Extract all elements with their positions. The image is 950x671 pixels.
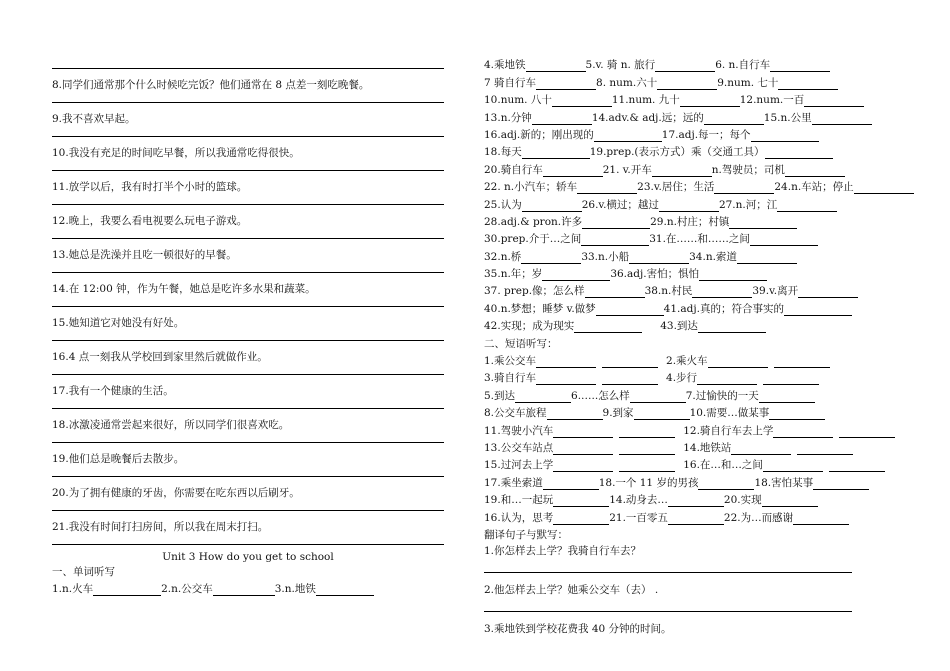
answer-blank: [553, 426, 613, 438]
vocab-item: [484, 250, 581, 264]
phrase-label: 3.骑自行车: [484, 372, 537, 385]
answer-blank: [785, 165, 845, 177]
vocab-label: 1.n.火车: [52, 583, 94, 595]
phrase-item: [666, 371, 819, 385]
answer-blank: [602, 356, 658, 368]
phrase-item: [484, 493, 609, 507]
answer-blank: [784, 304, 852, 316]
vocab-label: 40.n.梦想；睡梦 v.做梦: [484, 302, 596, 315]
answer-blank: [797, 443, 853, 455]
answer-blank: [793, 513, 849, 525]
vocab-label: 36.adj.害怕；惧怕: [610, 268, 700, 281]
phrase-item: [484, 441, 675, 455]
vocab-label: 19.prep.(表示方式）乘（交通工具）: [589, 146, 765, 159]
answer-line: [52, 374, 444, 375]
vocab-label: 4.乘地铁: [484, 59, 526, 72]
phrase-label: 6.…..怎么样: [571, 389, 630, 402]
vocab-label: 12.num.一百: [739, 94, 805, 107]
vocab-row: [484, 281, 914, 298]
answer-blank: [704, 113, 764, 125]
answer-line: [52, 510, 444, 511]
sentence-prompt: 12.晚上，我要么看电视要么玩电子游戏。: [52, 215, 248, 227]
answer-blank: [581, 234, 649, 246]
vocab-item: [610, 267, 767, 281]
answer-blank: [547, 408, 603, 420]
answer-blank: [577, 182, 637, 194]
vocab-row: [484, 55, 914, 72]
answer-blank: [854, 182, 914, 194]
answer-blank: [543, 165, 603, 177]
phrase-list: [484, 351, 914, 525]
answer-blank: [629, 252, 689, 264]
answer-blank: [680, 95, 740, 107]
phrase-label: 4.步行: [666, 372, 698, 385]
vocab-label: 16.adj.新的；刚出现的: [484, 128, 594, 141]
phrase-item: [690, 406, 826, 420]
vocab-item: [484, 267, 610, 281]
answer-blank: [602, 373, 658, 385]
phrase-label: 2.乘火车: [666, 355, 708, 368]
answer-blank: [731, 443, 791, 455]
answer-blank: [553, 513, 609, 525]
phrase-label: 16.认为，思考: [484, 511, 554, 524]
answer-blank: [594, 130, 662, 142]
vocab-label: 14.adv.& adj.远；远的: [591, 111, 704, 124]
phrase-row: [484, 455, 914, 472]
section-vocab-label: 一、单词听写: [52, 566, 115, 578]
answer-line: [52, 68, 444, 69]
answer-blank: [737, 252, 797, 264]
phrase-row: [484, 403, 914, 420]
phrase-item: [484, 406, 603, 420]
phrase-item: [484, 511, 609, 525]
phrase-item: [484, 458, 675, 472]
sentence-prompt: 18.冰激凌通常尝起来很好，所以同学们很喜欢吃。: [52, 419, 290, 431]
phrase-item: [683, 441, 853, 455]
vocab-item: [484, 58, 586, 72]
phrase-item: [484, 424, 675, 438]
vocab-item: [52, 582, 161, 596]
section-label-text: 二、短语听写：: [484, 337, 558, 350]
vocab-item: [712, 163, 845, 177]
vocab-item: [752, 284, 858, 298]
answer-blank: [655, 60, 715, 72]
phrase-row: [484, 351, 914, 368]
answer-blank: [692, 286, 752, 298]
sentence-prompt: 10.我没有充足的时间吃早餐，所以我通常吃得很快。: [52, 147, 300, 159]
left-column: [52, 58, 444, 596]
phrase-label: 20.实现: [723, 494, 762, 507]
vocab-row: [484, 246, 914, 263]
sentence-list: [52, 78, 444, 534]
vocab-label: 2.n.公交车: [161, 583, 213, 595]
translation-prompt: 1.你怎样去上学？我骑自行车去？: [484, 544, 642, 557]
vocab-label: n.驾驶员；司机: [711, 163, 785, 176]
sentence-prompt: 11.放学以后，我有时打半个小时的篮球。: [52, 181, 248, 193]
vocab-item: [603, 163, 712, 177]
phrase-item: [683, 458, 885, 472]
sentence-prompt: 14.在 12:00 钟，作为午餐，她总是吃许多水果和蔬菜。: [52, 283, 316, 295]
vocab-item: [662, 128, 819, 142]
answer-blank: [659, 200, 719, 212]
vocab-item: [645, 284, 753, 298]
answer-blank: [619, 460, 675, 472]
vocab-item: [612, 93, 740, 107]
answer-blank: [769, 408, 825, 420]
phrase-label: 8.公交车旅程: [484, 407, 547, 420]
vocab-item: [660, 319, 766, 333]
vocab-item: [484, 128, 662, 142]
answer-blank: [812, 113, 872, 125]
answer-blank: [668, 513, 724, 525]
vocab-item: [592, 111, 764, 125]
vocab-item: [581, 250, 689, 264]
vocab-item: [484, 232, 649, 246]
translation-list: [484, 544, 914, 636]
vocab-item: [740, 93, 865, 107]
answer-blank: [552, 95, 612, 107]
phrase-item: [484, 371, 658, 385]
vocab-item: [161, 582, 275, 596]
answer-blank: [582, 217, 650, 229]
answer-blank: [536, 78, 596, 90]
answer-blank: [770, 60, 830, 72]
answer-blank: [765, 147, 833, 159]
phrase-row: [484, 420, 914, 437]
phrase-label: 22.为…而感谢: [723, 511, 794, 524]
vocab-row: [484, 316, 914, 333]
vocab-item: [484, 198, 582, 212]
phrase-label: 21.一百零五: [609, 511, 668, 524]
answer-blank: [596, 304, 664, 316]
sentence-prompt: 16.4 点一刻我从学校回到家里然后就做作业。: [52, 351, 268, 363]
vocab-label: 31.在……和……之间: [649, 233, 750, 246]
phrase-label: 9.到家: [602, 407, 634, 420]
phrase-item: [599, 476, 755, 490]
vocab-label: 30.prep.介于…之间: [484, 233, 582, 246]
answer-blank: [553, 495, 609, 507]
answer-blank: [574, 321, 642, 333]
vocab-item: [484, 111, 592, 125]
vocab-label: 5.v. 骑 n. 旅行: [585, 59, 656, 72]
answer-blank: [585, 286, 645, 298]
vocab-label: 9.num. 七十: [717, 76, 779, 89]
sentence-prompt: 13.她总是洗澡并且吃一顿很好的早餐。: [52, 249, 237, 261]
vocab-item: [689, 250, 797, 264]
phrase-item: [484, 389, 571, 403]
answer-blank: [522, 200, 582, 212]
vocab-row: [484, 212, 914, 229]
answer-blank: [697, 373, 757, 385]
vocab-label: 25.认为: [484, 198, 522, 211]
sentence-prompt: 17.我有一个健康的生活。: [52, 385, 174, 397]
vocab-item: [484, 319, 642, 333]
answer-line: [484, 611, 852, 612]
vocab-label: 33.n.小船: [581, 250, 630, 263]
phrase-label: 12.骑自行车去上学: [683, 424, 774, 437]
answer-line: [52, 442, 444, 443]
vocab-list: [484, 55, 914, 333]
answer-blank: [532, 113, 592, 125]
sentence-prompt: 19.他们总是晚餐后去散步。: [52, 453, 185, 465]
answer-line: [52, 272, 444, 273]
phrase-item: [686, 389, 815, 403]
vocab-row: [52, 582, 444, 596]
vocab-item: [484, 302, 664, 316]
vocab-label: 41.adj.真的；符合事实的: [663, 302, 784, 315]
phrase-label: 14.地铁站: [683, 441, 732, 454]
phrase-item: [754, 476, 869, 490]
vocab-item: [275, 582, 374, 596]
answer-line: [52, 204, 444, 205]
sentence-prompt: 21.我没有时间打扫房间，所以我在周末打扫。: [52, 521, 269, 533]
phrase-label: 19.和…一起玩: [484, 494, 554, 507]
phrase-label: 16.在…和…之间: [683, 459, 763, 472]
answer-blank: [762, 495, 818, 507]
answer-blank: [93, 584, 161, 596]
vocab-row: [484, 298, 914, 315]
answer-blank: [804, 95, 864, 107]
vocab-label: 7 骑自行车: [484, 76, 537, 89]
vocab-label: 6. n.自行车: [715, 59, 771, 72]
sentence-prompt: 9.我不喜欢早起。: [52, 113, 136, 125]
answer-line: [52, 544, 444, 545]
answer-line: [52, 136, 444, 137]
vocab-label: 22. n.小汽车；轿车: [484, 181, 578, 194]
vocab-label: 15.n.公里: [763, 111, 812, 124]
phrase-item: [484, 476, 599, 490]
vocab-label: 26.v.横过；越过: [581, 198, 659, 211]
answer-blank: [759, 391, 815, 403]
vocab-label: 42.实现；成为现实: [484, 320, 575, 333]
vocab-item: [484, 163, 603, 177]
phrase-item: [666, 354, 830, 368]
vocab-label: 29.n.村庄；村镇: [650, 215, 730, 228]
vocab-label: 18.每天: [484, 146, 522, 159]
vocab-label: 27.n.河；江: [718, 198, 778, 211]
right-column: [484, 55, 914, 636]
vocab-item: [637, 180, 774, 194]
phrase-label: 10.需要…做某事: [689, 407, 770, 420]
vocab-label: 35.n.年；岁: [484, 268, 543, 281]
answer-blank: [536, 356, 596, 368]
vocab-label: 23.v.居住；生活: [637, 181, 715, 194]
answer-blank: [729, 217, 797, 229]
answer-blank: [553, 443, 613, 455]
translation-prompt: 2.他怎样去上学？她乘公交车（去） .: [484, 583, 659, 596]
answer-blank: [698, 321, 766, 333]
answer-blank: [634, 408, 690, 420]
vocab-label: 24.n.车站；停止: [774, 181, 854, 194]
phrase-row: [484, 472, 914, 489]
vocab-label: 10.num. 八十: [484, 94, 552, 107]
vocab-item: [649, 232, 818, 246]
phrase-label: 5.到达: [484, 389, 516, 402]
phrase-row: [484, 507, 914, 524]
vocab-label: 43.到达: [660, 320, 698, 333]
answer-line: [52, 408, 444, 409]
section-translation-label: [484, 525, 914, 542]
phrase-label: 7.过愉快的一天: [685, 389, 759, 402]
vocab-item: [764, 111, 872, 125]
vocab-row: [484, 142, 914, 159]
answer-blank: [542, 269, 610, 281]
answer-blank: [798, 286, 858, 298]
answer-blank: [763, 460, 823, 472]
answer-blank: [813, 478, 869, 490]
answer-line: [52, 238, 444, 239]
vocab-row: [484, 72, 914, 89]
vocab-row: [484, 229, 914, 246]
vocab-item: [586, 58, 716, 72]
phrase-label: 15.过河去上学: [484, 459, 554, 472]
answer-blank: [778, 78, 838, 90]
vocab-item: [664, 302, 852, 316]
vocab-item: [484, 76, 596, 90]
answer-line: [52, 102, 444, 103]
vocab-item: [650, 215, 797, 229]
answer-blank: [751, 130, 819, 142]
vocab-label: 13.n.分钟: [484, 111, 532, 124]
phrase-label: 14.动身去…: [609, 494, 668, 507]
answer-blank: [543, 478, 599, 490]
answer-blank: [553, 460, 613, 472]
answer-line: [52, 340, 444, 341]
answer-blank: [699, 269, 767, 281]
vocab-item: [596, 76, 717, 90]
phrase-item: [609, 493, 724, 507]
answer-blank: [536, 373, 596, 385]
phrase-item: [724, 511, 849, 525]
sentence-prompt: 8.同学们通常那个什么时候吃完饭？他们通常在 8 点差一刻吃晚餐。: [52, 79, 370, 91]
vocab-label: 28.adj.& pron.许多: [484, 215, 583, 228]
answer-blank: [708, 356, 768, 368]
vocab-item: [719, 198, 837, 212]
answer-blank: [316, 584, 374, 596]
phrase-label: 17.乘坐索道: [484, 476, 543, 489]
phrase-label: 1.乘公交车: [484, 355, 537, 368]
vocab-row: [484, 125, 914, 142]
answer-blank: [750, 234, 818, 246]
vocab-item: [717, 76, 838, 90]
answer-line: [484, 572, 852, 573]
vocab-row: [484, 264, 914, 281]
answer-blank: [657, 78, 717, 90]
answer-blank: [521, 252, 581, 264]
answer-blank: [619, 443, 675, 455]
answer-blank: [839, 426, 895, 438]
answer-blank: [777, 200, 837, 212]
vocab-row: [484, 159, 914, 176]
phrase-label: 18.一个 11 岁的男孩: [598, 476, 699, 489]
section-label-text: 翻译句子与默写：: [484, 528, 568, 541]
answer-blank: [714, 182, 774, 194]
answer-blank: [668, 495, 724, 507]
phrase-item: [603, 406, 690, 420]
answer-blank: [829, 460, 885, 472]
vocab-row: [484, 194, 914, 211]
phrase-row: [484, 368, 914, 385]
answer-blank: [515, 391, 571, 403]
vocab-item: [715, 58, 830, 72]
translation-prompt: 3.乘地铁到学校花费我 40 分钟的时间。: [484, 622, 672, 635]
vocab-label: 8. num.六十: [596, 76, 658, 89]
vocab-item: [582, 198, 719, 212]
phrase-item: [724, 493, 818, 507]
vocab-label: 32.n.桥: [484, 250, 522, 263]
vocab-item: [484, 284, 645, 298]
answer-blank: [619, 426, 675, 438]
vocab-label: 21. v.开车: [602, 163, 652, 176]
phrase-row: [484, 490, 914, 507]
vocab-row: [484, 90, 914, 107]
phrase-item: [609, 511, 724, 525]
phrase-item: [571, 389, 686, 403]
unit-title: Unit 3 How do you get to school: [162, 551, 334, 563]
section-phrase-label: [484, 333, 914, 350]
phrase-label: 18.害怕某事: [754, 476, 814, 489]
vocab-item: [590, 145, 833, 159]
answer-blank: [698, 478, 754, 490]
answer-line: [52, 476, 444, 477]
answer-blank: [213, 584, 275, 596]
phrase-row: [484, 438, 914, 455]
vocab-item: [774, 180, 913, 194]
vocab-label: 38.n.村民: [644, 285, 693, 298]
vocab-label: 11.num. 九十: [611, 94, 680, 107]
vocab-item: [484, 93, 612, 107]
vocab-item: [484, 145, 590, 159]
phrase-item: [683, 424, 895, 438]
answer-line: [52, 170, 444, 171]
vocab-row: [484, 107, 914, 124]
phrase-row: [484, 385, 914, 402]
sentence-prompt: 20.为了拥有健康的牙齿，你需要在吃东西以后刷牙。: [52, 487, 300, 499]
answer-blank: [773, 426, 833, 438]
vocab-label: 39.v.离开: [752, 285, 799, 298]
answer-blank: [526, 60, 586, 72]
answer-blank: [774, 356, 830, 368]
phrase-label: 11.驾驶小汽车: [484, 424, 554, 437]
answer-blank: [630, 391, 686, 403]
answer-blank: [763, 373, 819, 385]
answer-blank: [522, 147, 590, 159]
vocab-label: 34.n.索道: [689, 250, 737, 263]
sentence-prompt: 15.她知道它对她没有好处。: [52, 317, 185, 329]
answer-blank: [652, 165, 712, 177]
phrase-item: [484, 354, 658, 368]
vocab-label: 20.骑自行车: [484, 163, 543, 176]
vocab-item: [484, 180, 637, 194]
phrase-label: 13.公交车站点: [484, 441, 554, 454]
vocab-row: [484, 177, 914, 194]
vocab-item: [484, 215, 650, 229]
vocab-label: 3.n.地铁: [274, 583, 316, 595]
vocab-label: 37. prep.像；怎么样: [484, 285, 585, 298]
vocab-label: 17.adj.每一；每个: [661, 128, 751, 141]
answer-line: [52, 306, 444, 307]
